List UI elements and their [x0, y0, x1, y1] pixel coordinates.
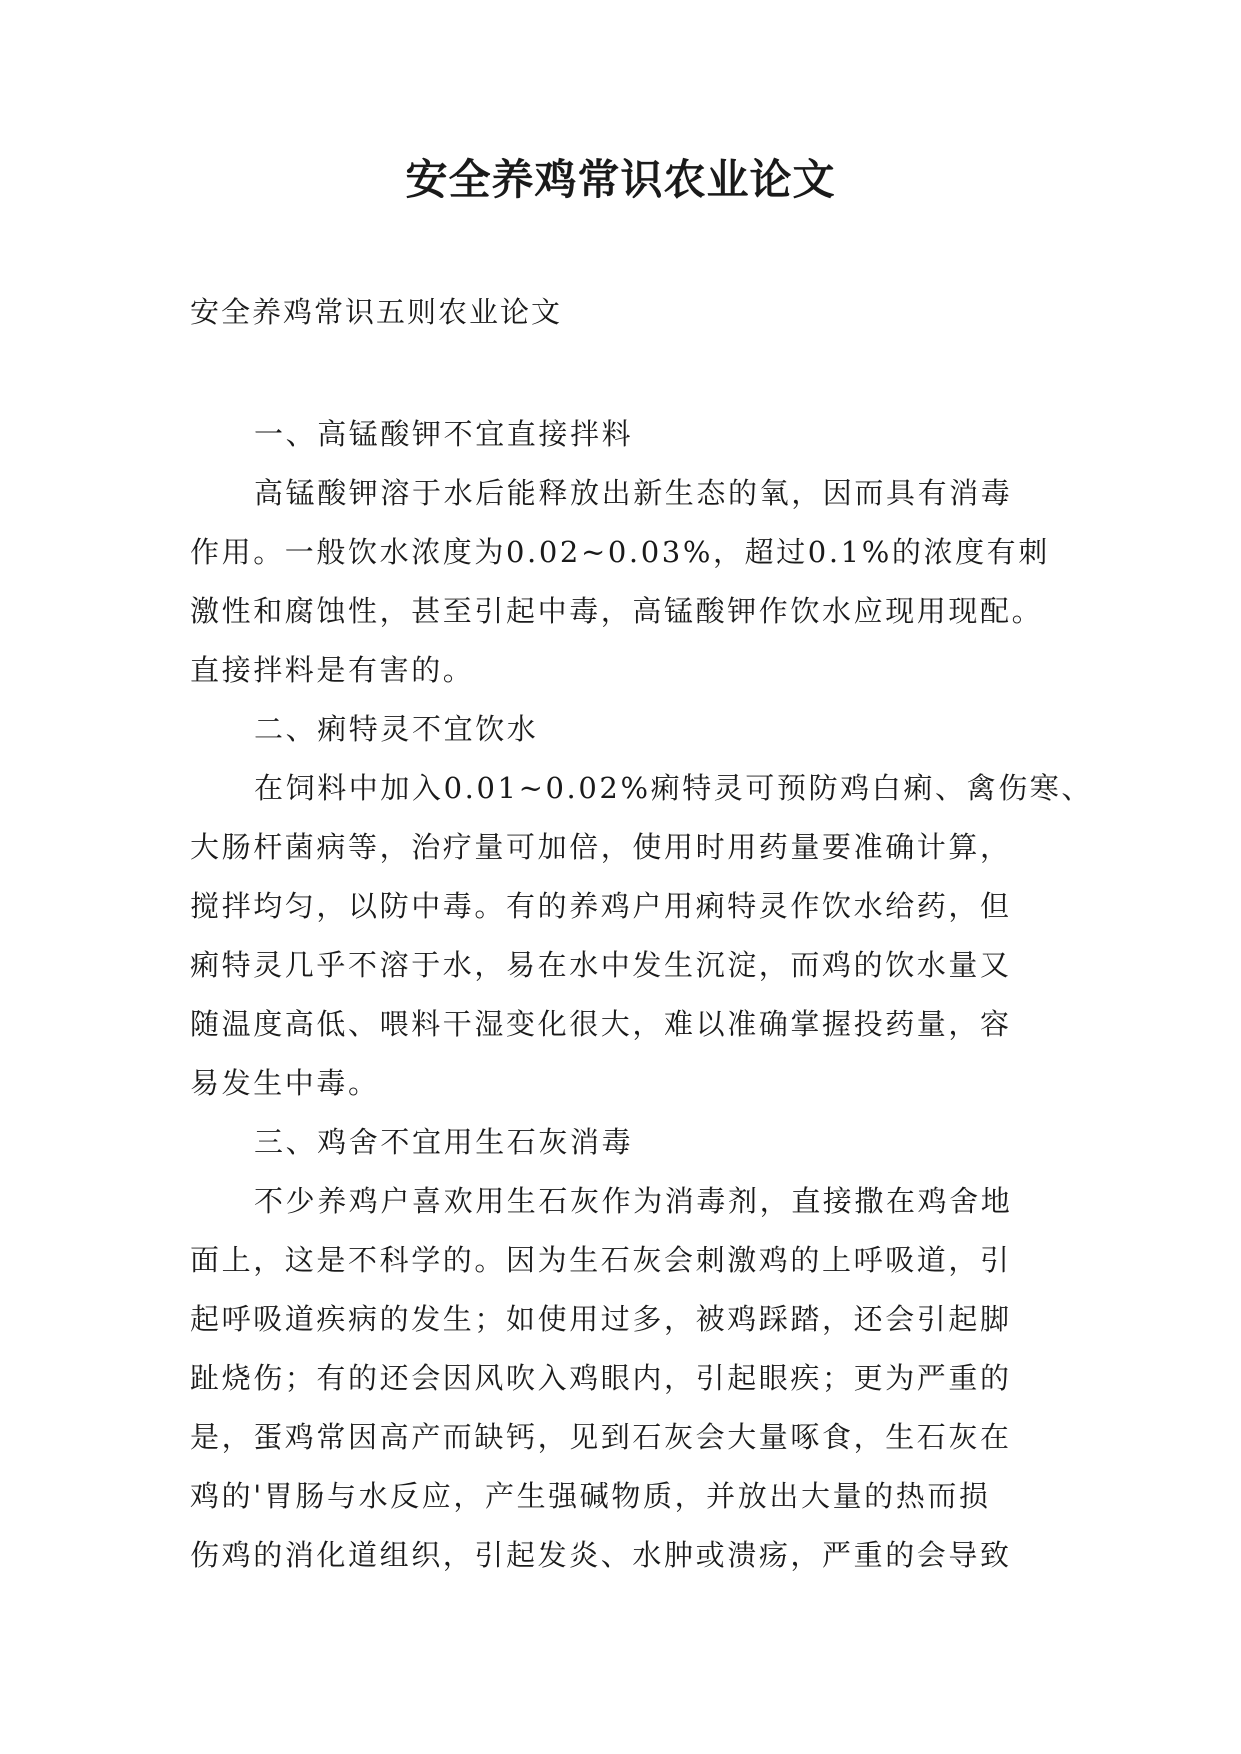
body-text-line: 作用。一般饮水浓度为0.02~0.03%，超过0.1%的浓度有刺	[190, 535, 1050, 569]
body-text-line: 不少养鸡户喜欢用生石灰作为消毒剂，直接撒在鸡舍地	[254, 1184, 1013, 1218]
body-text-line: 一、高锰酸钾不宜直接拌料	[254, 417, 634, 451]
body-text-line: 鸡的'胃肠与水反应，产生强碱物质，并放出大量的热而损	[190, 1479, 991, 1513]
body-text-line: 高锰酸钾溶于水后能释放出新生态的氧，因而具有消毒	[254, 476, 1013, 510]
body-text-line: 直接拌料是有害的。	[190, 653, 475, 687]
document-subtitle: 安全养鸡常识五则农业论文	[190, 295, 563, 329]
body-text-line: 三、鸡舍不宜用生石灰消毒	[254, 1125, 634, 1159]
body-text-line: 趾烧伤；有的还会因风吹入鸡眼内，引起眼疾；更为严重的	[190, 1361, 1012, 1395]
body-text-line: 激性和腐蚀性，甚至引起中毒，高锰酸钾作饮水应现用现配。	[190, 594, 1044, 628]
body-text-line: 易发生中毒。	[190, 1066, 380, 1100]
body-text-line: 在饲料中加入0.01~0.02%痢特灵可预防鸡白痢、禽伤寒、	[254, 771, 1093, 805]
body-text-line: 二、痢特灵不宜饮水	[254, 712, 539, 746]
body-text-line: 随温度高低、喂料干湿变化很大，难以准确掌握投药量，容	[190, 1007, 1012, 1041]
document-body	[190, 405, 1093, 1585]
body-text-line: 面上，这是不科学的。因为生石灰会刺激鸡的上呼吸道，引	[190, 1243, 1012, 1277]
body-text-line: 大肠杆菌病等，治疗量可加倍，使用时用药量要准确计算，	[190, 830, 1012, 864]
body-text-line: 伤鸡的消化道组织，引起发炎、水肿或溃疡，严重的会导致	[190, 1538, 1012, 1572]
body-text-line: 搅拌均匀，以防中毒。有的养鸡户用痢特灵作饮水给药，但	[190, 889, 1012, 923]
body-text-line: 是，蛋鸡常因高产而缺钙，见到石灰会大量啄食，生石灰在	[190, 1420, 1012, 1454]
body-text-line: 起呼吸道疾病的发生；如使用过多，被鸡踩踏，还会引起脚	[190, 1302, 1012, 1336]
document-title: 安全养鸡常识农业论文	[405, 155, 836, 204]
body-text-line: 痢特灵几乎不溶于水，易在水中发生沉淀，而鸡的饮水量又	[190, 948, 1012, 982]
